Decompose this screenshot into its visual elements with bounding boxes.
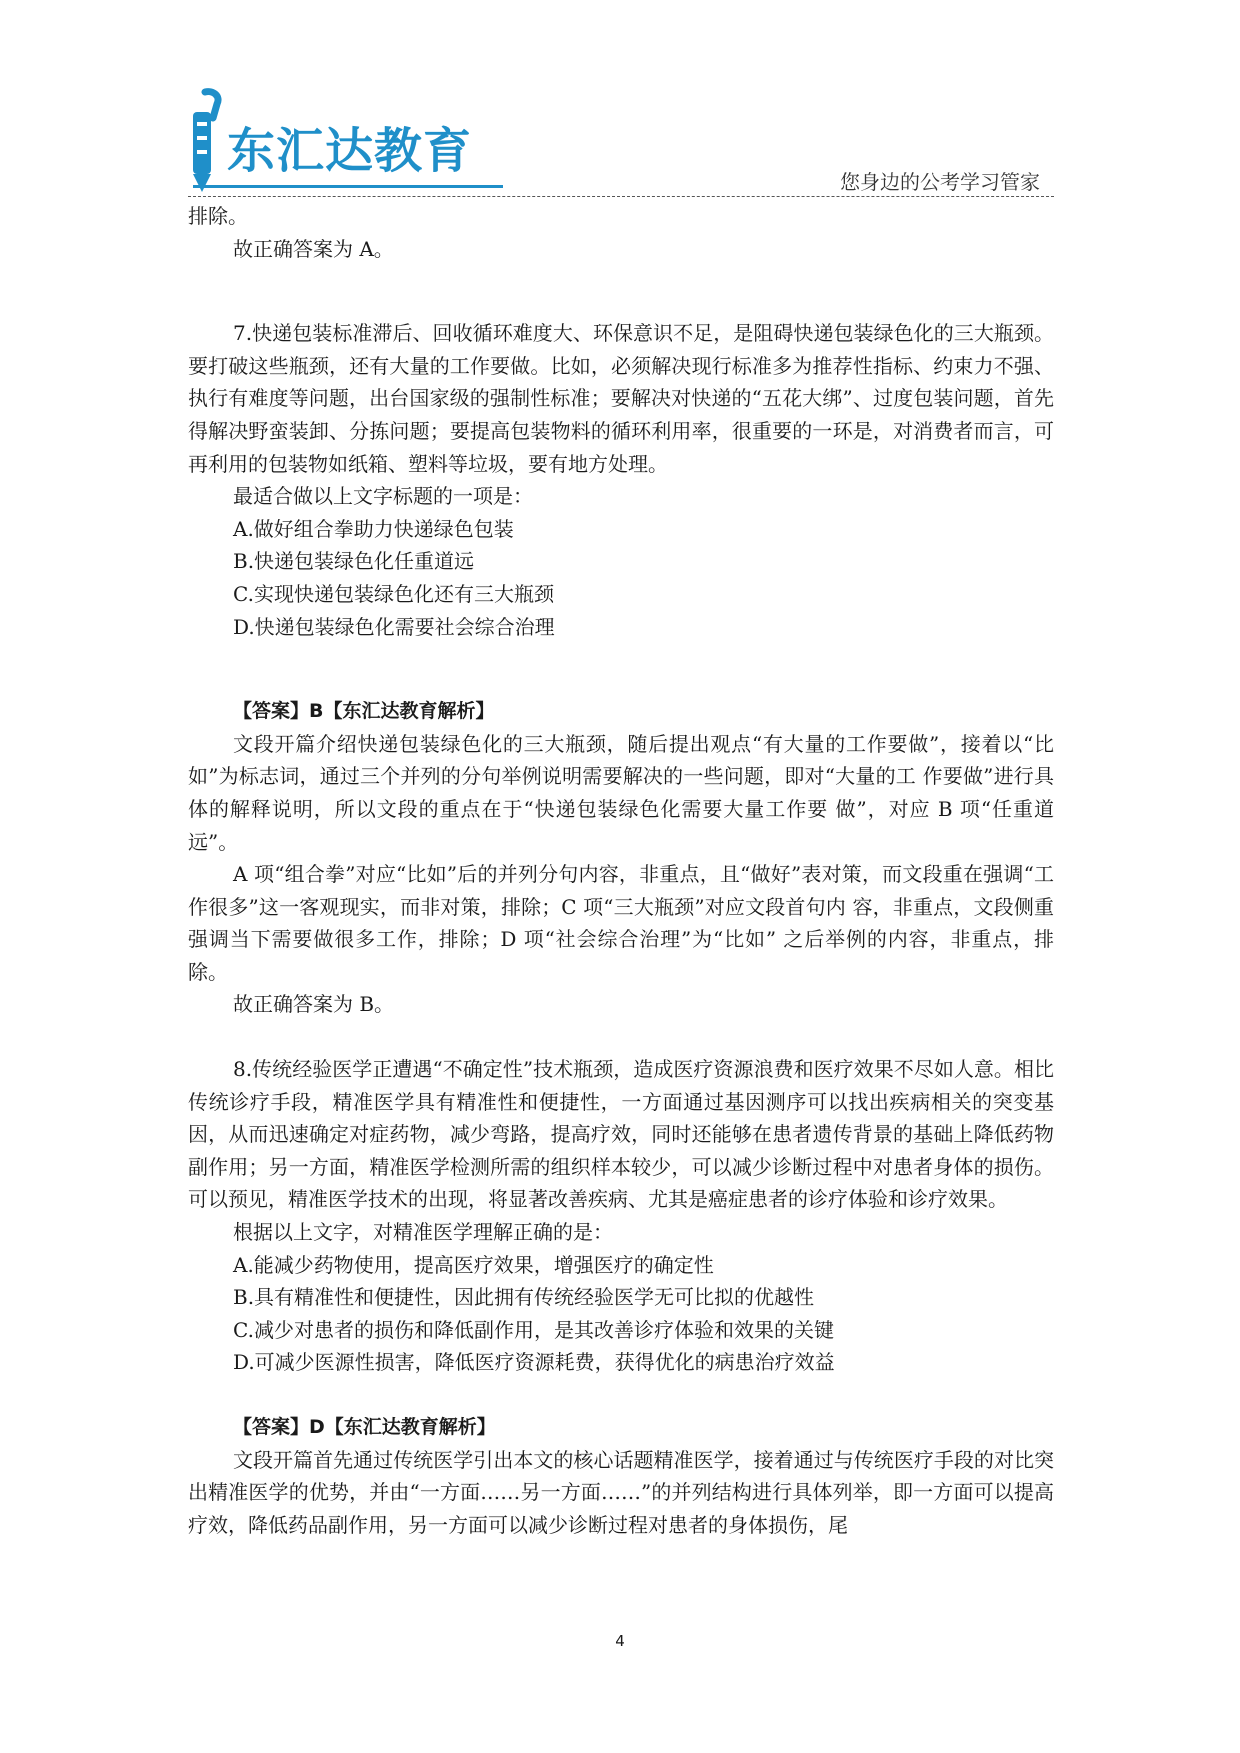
- q7-question: 最适合做以上文字标题的一项是：: [233, 484, 533, 509]
- prev-tail: 排除。: [188, 204, 248, 228]
- q8-option-b: B.具有精准性和便捷性，因此拥有传统经验医学无可比拟的优越性: [233, 1285, 815, 1310]
- spacer: [188, 1021, 1054, 1053]
- q8-option-d: D.可减少医源性损害，降低医疗资源耗费，获得优化的病患治疗效益: [233, 1350, 835, 1375]
- q7-option-b: B.快递包装绿色化任重道远: [233, 549, 475, 574]
- page-content: [188, 200, 1054, 1541]
- q8-option-a: A.能减少药物使用，提高医疗效果，增强医疗的确定性: [233, 1252, 714, 1277]
- q7-analysis-2: A 项“组合拳”对应“比如”后的并列分句内容，非重点，且“做好”表对策，而文段重在强调“工作很多”这一客观现实，而非对策，排除；C 项“三大瓶颈”对应文段首句内 容，非重点，文段侧重强调当下需要做很多工作，排除；D 项“社会综合治理”为“比如” 之后举例的内容，非重点，排除。: [188, 862, 1054, 984]
- q8-answer-heading: 【答案】D【东汇达教育解析】: [233, 1416, 496, 1438]
- q7-answer-heading: 【答案】B【东汇达教育解析】: [233, 700, 495, 723]
- q8-stem: 8.传统经验医学正遭遇“不确定性”技术瓶颈，造成医疗资源浪费和医疗效果不尽如人意。相比传统诊疗手段，精准医学具有精准性和便捷性，一方面通过基因测序可以找出疾病相关的突变基因，从而迅速确定对症药物，减少弯路，提高疗效，同时还能够在患者遗传背景的基础上降低药物副作用；另一方面，精准医学检测所需的组织样本较少，可以减少诊断过程中对患者身体的损伤。可以预见，精准医学技术的出现，将显著改善疾病、尤其是癌症患者的诊疗体验和诊疗效果。: [188, 1057, 1054, 1212]
- q8-option-c: C.减少对患者的损伤和降低副作用，是其改善诊疗体验和效果的关键: [233, 1317, 834, 1342]
- q8-question: 根据以上文字，对精准医学理解正确的是：: [233, 1220, 613, 1245]
- header-slogan: 您身边的公考学习管家: [840, 170, 1040, 194]
- header-divider: [188, 196, 1054, 197]
- q7-stem: 7.快递包装标准滞后、回收循环难度大、环保意识不足，是阻碍快递包装绿色化的三大瓶颈。要打破这些瓶颈，还有大量的工作要做。比如，必须解决现行标准多为推荐性指标、约束力不强、执行有难度等问题，出台国家级的强制性标准；要解决对快递的“五花大绑”、过度包装问题，首先得解决野蛮装卸、分拣问题；要提高包装物料的循环利用率，很重要的一环是，对消费者而言，可再利用的包装物如纸箱、塑料等垃圾，要有地方处理。: [188, 321, 1054, 476]
- q7-analysis-1: 文段开篇介绍快递包装绿色化的三大瓶颈，随后提出观点“有大量的工作要做”，接着以“比如”为标志词，通过三个并列的分句举例说明需要解决的一些问题，即对“大量的工 作要做”进行具体的解释说明，所以文段的重点在于“快递包装绿色化需要大量工作要 做”，对应 B 项“任重道远”。: [188, 731, 1054, 854]
- spacer: [188, 1379, 1054, 1411]
- logo: [183, 88, 513, 198]
- spacer: [188, 643, 1054, 695]
- spacer: [188, 265, 1054, 317]
- page-number: 4: [615, 1632, 625, 1650]
- pencil-logo-icon: [183, 88, 233, 198]
- q7-option-d: D.快递包装绿色化需要社会综合治理: [233, 614, 555, 639]
- q7-conclusion: 故正确答案为 B。: [233, 992, 395, 1017]
- q8-analysis-1: 文段开篇首先通过传统医学引出本文的核心话题精准医学，接着通过与传统医疗手段的对比突出精准医学的优势，并由“一方面……另一方面……”的并列结构进行具体列举，即一方面可以提高疗效，降低药品副作用，另一方面可以减少诊断过程对患者的身体损伤，尾: [188, 1447, 1054, 1537]
- logo-underline: [193, 185, 503, 188]
- logo-text: 东汇达教育: [227, 123, 473, 179]
- q7-option-c: C.实现快递包装绿色化还有三大瓶颈: [233, 581, 554, 606]
- q7-option-a: A.做好组合拳助力快递绿色包装: [233, 516, 514, 541]
- prev-conclusion: 故正确答案为 A。: [233, 236, 394, 261]
